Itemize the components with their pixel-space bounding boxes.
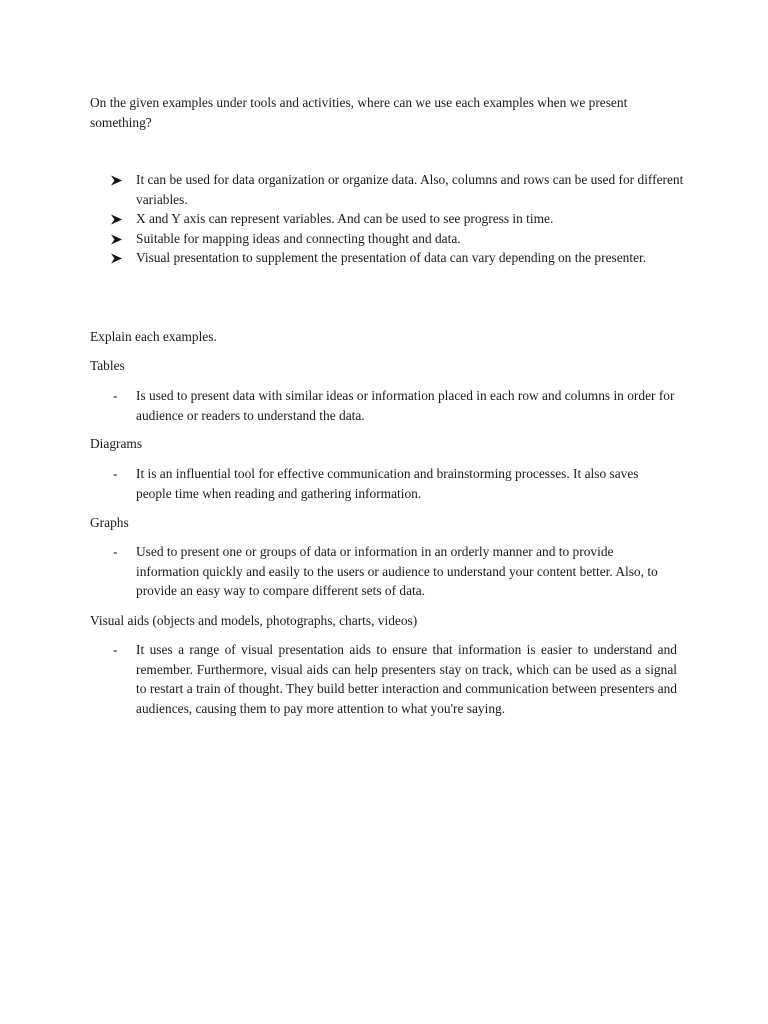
- answer-item: [110, 229, 690, 249]
- dash-bullet: -: [113, 642, 118, 657]
- answer-item: [110, 170, 690, 209]
- dash-bullet: -: [113, 544, 118, 559]
- question-text: On the given examples under tools and activities, where can we use each examples when we present something?: [90, 95, 628, 130]
- section-item-diagrams: [113, 464, 677, 503]
- answer-item: [110, 209, 690, 229]
- arrow-bullet-icon: [110, 253, 123, 264]
- answer-text: Suitable for mapping ideas and connecting thought and data.: [136, 230, 461, 246]
- section-text-visual-aids: It uses a range of visual presentation aids to ensure that information is easier to understand and remember. Furthermore, visual aids can help presenters stay on track, which can be used as a signal to restart a train of thought. They build better interaction and communication between presenters and audiences, causing them to pay more attention to what you're saying.: [136, 642, 677, 716]
- section-item-visual-aids: [113, 640, 677, 718]
- arrow-bullet-icon: [110, 214, 123, 225]
- answer-text: Visual presentation to supplement the presentation of data can vary depending on the presenter.: [136, 250, 647, 265]
- section-text-graphs: Used to present one or groups of data or information in an orderly manner and to provide information quickly and easily to the users or audience to understand your content better. Also, to provide an easy way to compare different sets of data.: [136, 544, 658, 598]
- section-heading-graphs: Graphs: [90, 515, 129, 530]
- answer-text: X and Y axis can represent variables. And can be used to see progress in time.: [136, 211, 554, 226]
- answer-list: [110, 170, 690, 268]
- section-heading-visual-aids: Visual aids (objects and models, photographs, charts, videos): [90, 613, 418, 628]
- arrow-bullet-icon: [110, 234, 123, 245]
- answer-item: [110, 248, 690, 268]
- arrow-bullet-icon: [110, 175, 123, 186]
- dash-bullet: -: [113, 466, 118, 481]
- dash-bullet: -: [113, 388, 118, 403]
- section-text-diagrams: It is an influential tool for effective communication and brainstorming processes. It also saves people time when reading and gathering information.: [136, 466, 639, 501]
- section-item-tables: [113, 386, 677, 425]
- section-heading-tables: Tables: [90, 358, 125, 373]
- section-heading-diagrams: Diagrams: [90, 436, 143, 451]
- section-item-graphs: [113, 542, 677, 601]
- answer-text: It can be used for data organization or organize data. Also, columns and rows can be used for different variables.: [136, 172, 684, 207]
- section-text-tables: Is used to present data with similar ideas or information placed in each row and columns in order for audience or readers to understand the data.: [136, 388, 675, 423]
- explain-heading: Explain each examples.: [90, 329, 217, 344]
